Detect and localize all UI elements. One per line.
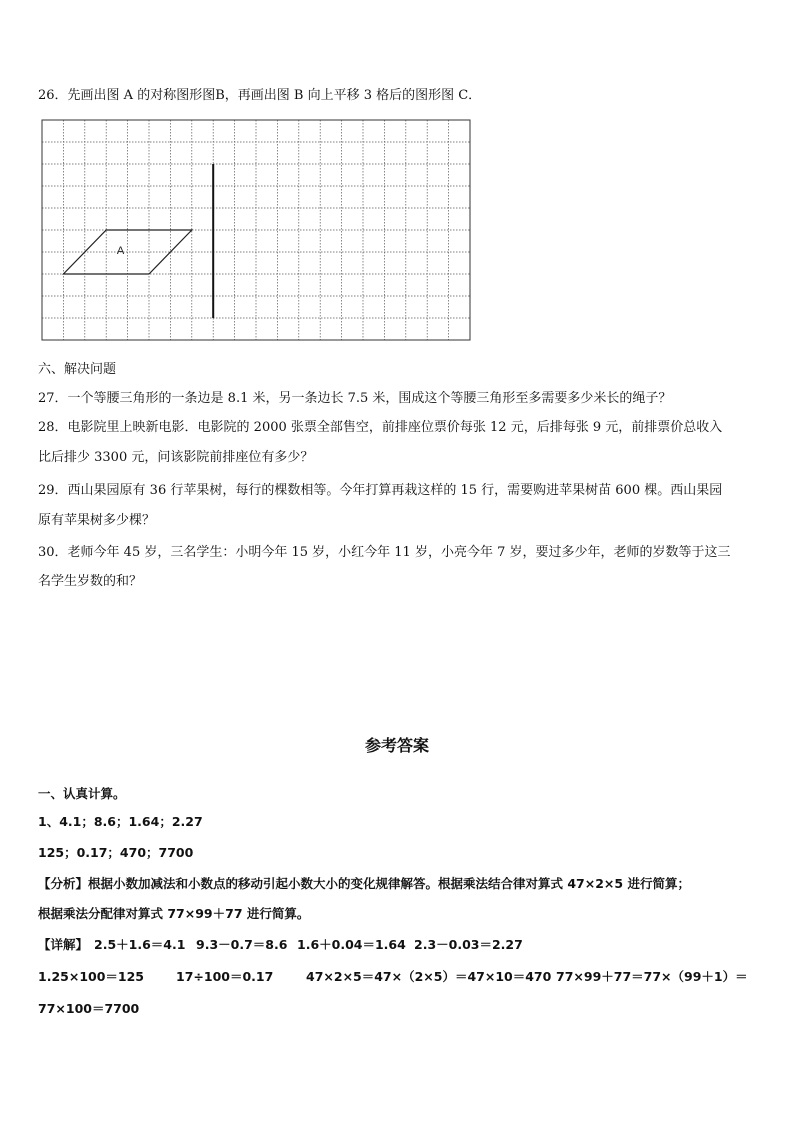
detail-calc: 17÷100＝0.17 (176, 969, 274, 984)
section-6-heading: 六、解决问题 (38, 362, 117, 377)
question-27: 27．一个等腰三角形的一条边是 8.1 米，另一条边长 7.5 米，围成这个等腰三角形至多需要多少米长的绳子？ (38, 391, 672, 406)
grid-figure (41, 119, 473, 347)
question-26: 26．先画出图 A 的对称图形图B，再画出图 B 向上平移 3 格后的图形图 C． (38, 88, 482, 103)
detail-calc: 1.6＋0.04＝1.64 (297, 937, 406, 952)
detail-calc: 77×99＋77＝77×（99＋1）＝ (556, 969, 748, 984)
question-29-line2: 原有苹果树多少棵？ (38, 513, 156, 528)
question-28-line2: 比后排少 3300 元，问该影院前排座位有多少？ (38, 450, 314, 465)
detail-row3: 77×100＝7700 (38, 1001, 140, 1016)
detail-label: 【详解】 (38, 937, 89, 952)
grid-paper (41, 119, 473, 343)
question-29-line1: 29．西山果园原有 36 行苹果树，每行的棵数相等。今年打算再栽这样的 15 行，需要购进苹果树苗 600 棵。西山果园 (38, 483, 723, 498)
answer-1-line1: 1、4.1；8.6；1.64；2.27 (38, 814, 203, 829)
analysis-line2: 根据乘法分配律对算式 77×99＋77 进行简算。 (38, 906, 310, 921)
question-28-line1: 28．电影院里上映新电影．电影院的 2000 张票全部售空，前排座位票价每张 12 元，后排每张 9 元，前排票价总收入 (38, 420, 723, 435)
question-30-line1: 30．老师今年 45 岁，三名学生：小明今年 15 岁，小红今年 11 岁，小亮今年 7 岁，要过多少年，老师的岁数等于这三 (38, 545, 731, 560)
section-1-heading: 一、认真计算。 (38, 786, 126, 801)
shape-a-label: A (116, 245, 125, 258)
detail-calc: 1.25×100＝125 (38, 969, 144, 984)
detail-calc: 47×2×5＝47×（2×5）＝47×10＝470 (306, 969, 552, 984)
detail-calc: 2.5＋1.6＝4.1 (94, 937, 186, 952)
question-30-line2: 名学生岁数的和？ (38, 574, 143, 589)
detail-calc: 9.3－0.7＝8.6 (196, 937, 288, 952)
detail-calc: 2.3－0.03＝2.27 (414, 937, 523, 952)
answer-1-line2: 125；0.17；470；7700 (38, 845, 194, 860)
answers-title: 参考答案 (364, 736, 429, 755)
analysis-line1: 【分析】根据小数加减法和小数点的移动引起小数大小的变化规律解答。根据乘法结合律对算式 47×2×5 进行简算； (38, 876, 690, 891)
